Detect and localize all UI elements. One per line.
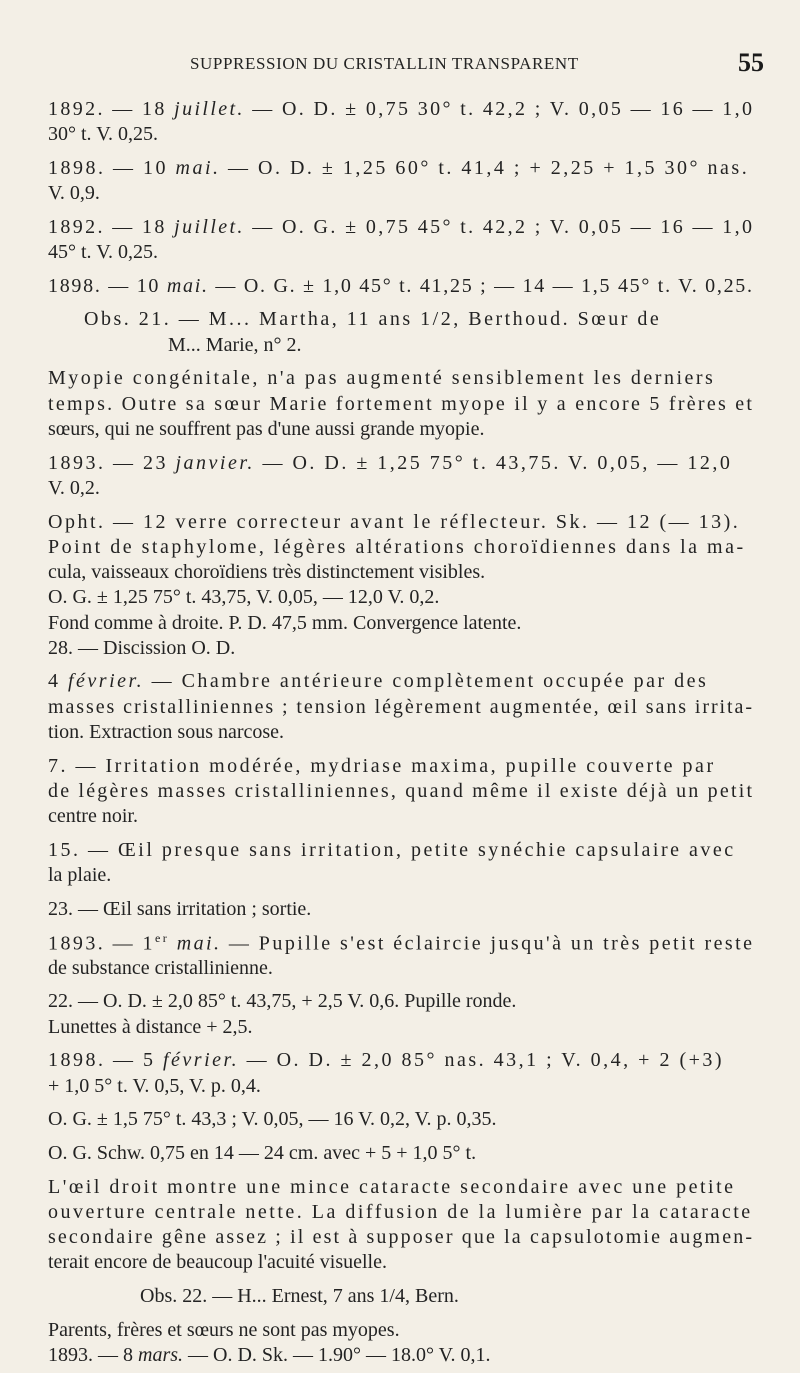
text-run: 22. — O. D. ± 2,0 85° t. 43,75, + 2,5 V. 0,6. Pupille ronde. [48,990,517,1012]
text-line [48,1252,387,1272]
text-run: — O. G. ± 1,0 45° t. 41,25 ; — 14 — 1,5 45° t. V. 0,25. [208,275,754,297]
text-line [48,124,158,144]
text-run: V. 0,2. [48,477,100,499]
text-line [48,368,715,388]
text-line [48,1227,754,1247]
text-line [48,276,754,296]
italic-date-run: février. [163,1049,240,1071]
text-run: L'œil droit montre une mince cataracte secondaire avec une petite [48,1176,736,1198]
text-line [48,537,746,557]
italic-date-run: mai. [175,157,221,179]
text-line [48,1017,253,1037]
text-run: sœurs, qui ne souffrent pas d'une aussi grande myopie. [48,418,485,440]
text-run [169,933,176,955]
text-run: — Chambre antérieure complètement occupée par des [144,670,709,692]
text-line [48,394,754,414]
text-run: V. 0,9. [48,182,100,204]
text-line [48,806,138,826]
text-run: + 1,0 5° t. V. 0,5, V. p. 0,4. [48,1075,261,1097]
text-run: 1892. — 18 [48,216,175,238]
text-line [48,671,708,691]
text-line [48,1345,491,1365]
text-line [48,478,100,498]
italic-date-run: janvier. [175,452,255,474]
text-run: — O. D. ± 1,25 60° t. 41,4 ; + 2,25 + 1,5 30° nas. [220,157,750,179]
text-run: Parents, frères et sœurs ne sont pas myopes. [48,1319,400,1341]
text-run: — O. D. Sk. — 1.90° — 18.0° V. 0,1. [183,1344,491,1366]
text-line [48,722,284,742]
text-line [48,697,754,717]
text-line [48,840,736,860]
text-run: — O. D. ± 1,25 75° t. 43,75. V. 0,05, — 12,0 [254,452,733,474]
text-run: 30° t. V. 0,25. [48,123,159,145]
text-line [48,865,111,885]
text-line [48,1320,400,1340]
text-line [48,512,740,532]
text-line [48,1202,753,1222]
text-run: Opht. — 12 verre correcteur avant le réflecteur. Sk. — 12 (— 13). [48,511,741,533]
text-run: — O. G. ± 0,75 45° t. 42,2 ; V. 0,05 — 16 — 1,0 [244,216,755,238]
text-line [48,781,754,801]
running-header: SUPPRESSION DU CRISTALLIN TRANSPARENT [190,54,579,73]
text-run: 15. — Œil presque sans irritation, petite synéchie capsulaire avec [48,839,736,861]
italic-date-run: mai. [176,932,222,955]
text-run: 45° t. V. 0,25. [48,241,159,263]
text-run: M... Marie, n° 2. [168,334,302,356]
text-run: Point de staphylome, légères altérations choroïdiennes dans la ma- [48,536,746,558]
text-line [48,1143,476,1163]
text-run: Fond comme à droite. P. D. 47,5 mm. Convergence latente. [48,612,522,634]
text-run: de légères masses cristalliniennes, quand même il existe déjà un petit [48,780,755,802]
text-run: ouverture centrale nette. La diffusion de la lumière par la cataracte [48,1201,753,1223]
text-run: la plaie. [48,864,112,886]
text-line [48,1076,261,1096]
text-line [48,991,516,1011]
text-run: temps. Outre sa sœur Marie fortement myope il y a encore 5 frères et [48,393,755,415]
text-line [48,183,100,203]
text-run: 4 [48,670,68,692]
text-run: de substance cristallinienne. [48,957,273,979]
text-run: 1893. — 8 [48,1344,138,1366]
text-run: O. G. Schw. 0,75 en 14 — 24 cm. avec + 5 + 1,0 5° t. [48,1142,477,1164]
text-run: O. G. ± 1,5 75° t. 43,3 ; V. 0,05, — 16 V. 0,2, V. p. 0,35. [48,1108,497,1130]
text-run: 23. — Œil sans irritation ; sortie. [48,898,312,920]
text-line [48,453,732,473]
text-line [48,158,749,178]
text-line [48,613,521,633]
text-line [48,1177,736,1197]
text-run: Myopie congénitale, n'a pas augmenté sensiblement les derniers [48,367,716,389]
text-run: O. G. ± 1,25 75° t. 43,75, V. 0,05, — 12,0 V. 0,2. [48,586,440,608]
text-line [48,99,754,119]
text-line [48,958,273,978]
text-line [48,756,716,776]
text-run: 7. — Irritation modérée, mydriase maxima, pupille couverte par [48,755,716,777]
text-line [140,1286,459,1306]
text-run: Obs. 21. — M... Martha, 11 ans 1/2, Berthoud. Sœur de [84,308,662,330]
text-line [48,1109,497,1129]
text-run: centre noir. [48,805,138,827]
text-run: cula, vaisseaux choroïdiens très distinctement visibles. [48,561,486,583]
text-line [48,899,311,919]
text-run: tion. Extraction sous narcose. [48,721,285,743]
text-run: 1898. — 10 [48,157,176,179]
text-run: 28. — Discission O. D. [48,637,236,659]
text-run: Obs. 22. — H... Ernest, 7 ans 1/4, Bern. [140,1285,459,1307]
italic-date-run: mars. [138,1344,184,1366]
text-line [48,1050,724,1070]
text-line [48,562,485,582]
text-run: 1898. — 5 [48,1049,163,1071]
text-run: 1893. — 1 [48,932,156,955]
page-number: 55 [738,48,764,77]
text-run: masses cristalliniennes ; tension légèrement augmentée, œil sans irrita- [48,696,754,718]
text-run: 1893. — 23 [48,452,176,474]
italic-date-run: mai. [166,275,209,297]
text-run: secondaire gêne assez ; il est à supposer que la capsulotomie augmen- [48,1226,755,1248]
italic-date-run: juillet. [174,216,245,238]
text-run: 1892. — 18 [48,98,175,120]
text-line [48,217,754,237]
text-line [48,587,439,607]
text-line [48,932,754,954]
text-line [48,242,158,262]
text-line [48,638,235,658]
text-line [84,309,661,329]
text-run: — Pupille s'est éclaircie jusqu'à un très petit reste [221,932,755,955]
text-line [48,419,484,439]
text-run: — O. D. ± 0,75 30° t. 42,2 ; V. 0,05 — 16 — 1,0 [244,98,755,120]
text-run: — O. D. ± 2,0 85° nas. 43,1 ; V. 0,4, + 2 (+3) [239,1049,725,1071]
superscript-run: er [155,931,170,945]
text-line [168,335,302,355]
text-run: 1898. — 10 [48,275,167,297]
italic-date-run: février. [68,670,145,692]
text-run: terait encore de beaucoup l'acuité visuelle. [48,1251,387,1273]
text-run: Lunettes à distance + 2,5. [48,1016,253,1038]
italic-date-run: juillet. [174,98,245,120]
